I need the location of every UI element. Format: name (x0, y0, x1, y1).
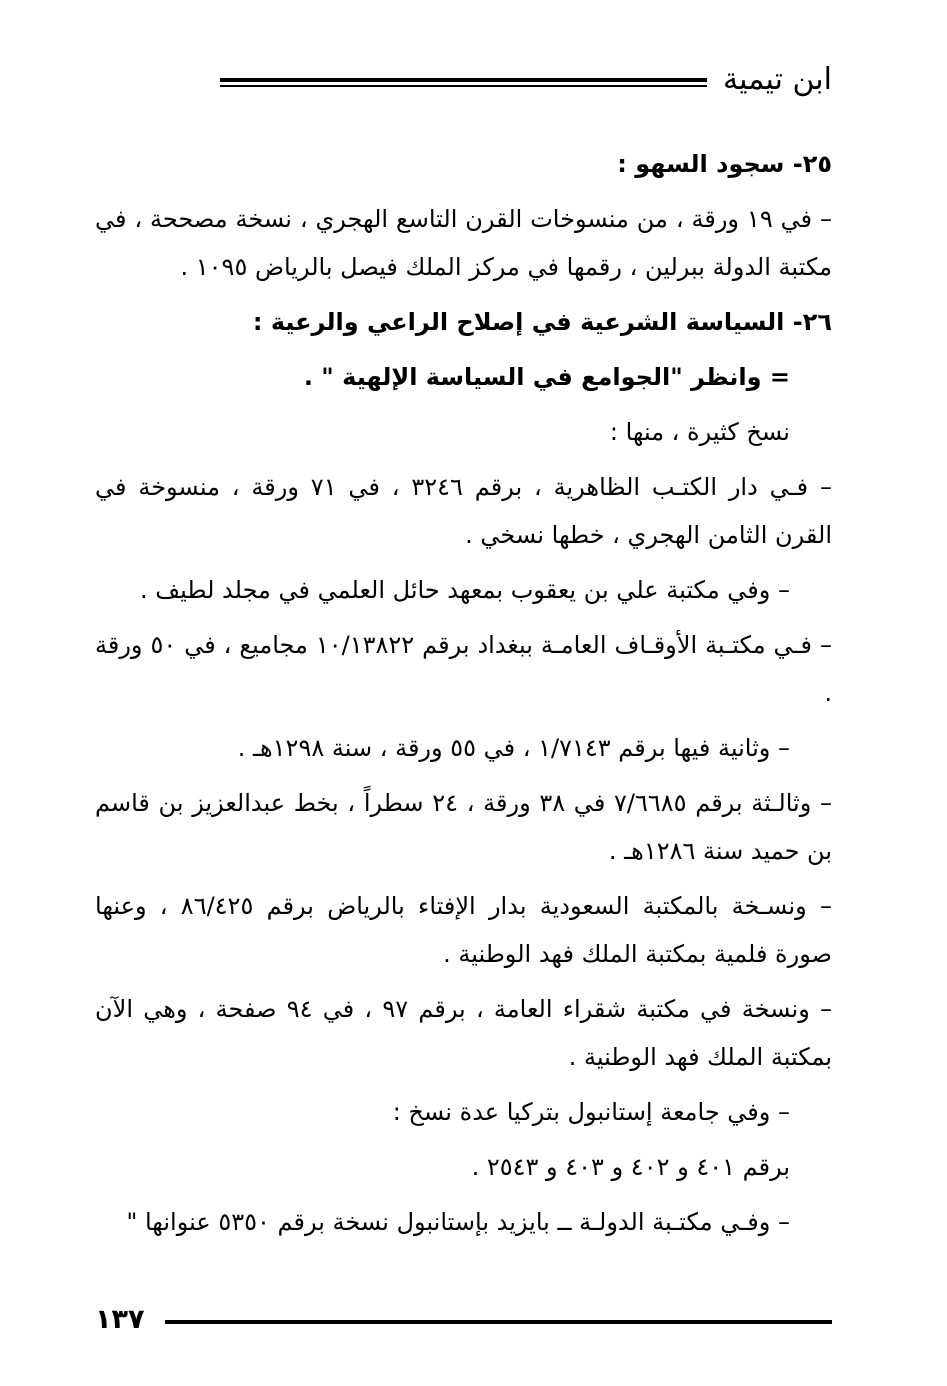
header-rule (220, 78, 707, 87)
paragraph: – ونسخة في مكتبة شقراء العامة ، برقم ٩٧ ، في ٩٤ صفحة ، وهي الآن بمكتبة الملك فهد الوطنية . (95, 995, 832, 1071)
footer-rule (165, 1320, 832, 1324)
paragraph: ٢٦- السياسة الشرعية في إصلاح الراعي والرعية : (252, 308, 832, 336)
paragraph: – وفي مكتبة علي بن يعقوب بمعهد حائل العلمي في مجلد لطيف . (140, 576, 790, 604)
paragraph: – وفي جامعة إستانبول بتركيا عدة نسخ : (392, 1098, 790, 1126)
page-body (95, 140, 832, 1253)
paragraph: برقم ٤٠١ و ٤٠٢ و ٤٠٣ و ٢٥٤٣ . (471, 1153, 790, 1181)
running-title: ابن تيمية (723, 62, 832, 97)
paragraph: – وثالـثة برقم ٧/٦٦٨٥ في ٣٨ ورقة ، ٢٤ سطراً ، بخط عبدالعزيز بن قاسم بن حميد سنة ١٢٨٦هـ . (95, 789, 832, 865)
paragraph: – ونسـخة بالمكتبة السعودية بدار الإفتاء بالرياض برقم ٨٦/٤٢٥ ، وعنها صورة فلمية بمكتبة الملك فهد الوطنية . (95, 892, 832, 968)
paragraph: ٢٥- سجود السهو : (617, 150, 832, 178)
page-header (95, 62, 832, 102)
paragraph: – فـي مكتـبة الأوقـاف العامـة ببغداد برقم ١٠/١٣٨٢٢ مجاميع ، في ٥٠ ورقة . (95, 631, 832, 707)
paragraph: = وانظر "الجوامع في السياسة الإلهية " . (303, 363, 790, 391)
paragraph: – وثانية فيها برقم ١/٧١٤٣ ، في ٥٥ ورقة ، سنة ١٢٩٨هـ . (237, 734, 790, 762)
paragraph: – وفـي مكتـبة الدولـة ــ بايزيد بإستانبول نسخة برقم ٥٣٥٠ عنوانها " (126, 1208, 790, 1236)
paragraph: نسخ كثيرة ، منها : (609, 418, 790, 446)
paragraph: – في ١٩ ورقة ، من منسوخات القرن التاسع الهجري ، نسخة مصححة ، في مكتبة الدولة ببرلين ، رقمها في مركز الملك فيصل بالرياض ١٠٩٥ . (95, 205, 833, 281)
page-number: ١٣٧ (95, 1304, 145, 1335)
paragraph: – فـي دار الكتـب الظاهرية ، برقم ٣٢٤٦ ، في ٧١ ورقة ، منسوخة في القرن الثامن الهجري ، خطها نسخي . (95, 473, 833, 549)
page-footer (95, 1302, 832, 1342)
